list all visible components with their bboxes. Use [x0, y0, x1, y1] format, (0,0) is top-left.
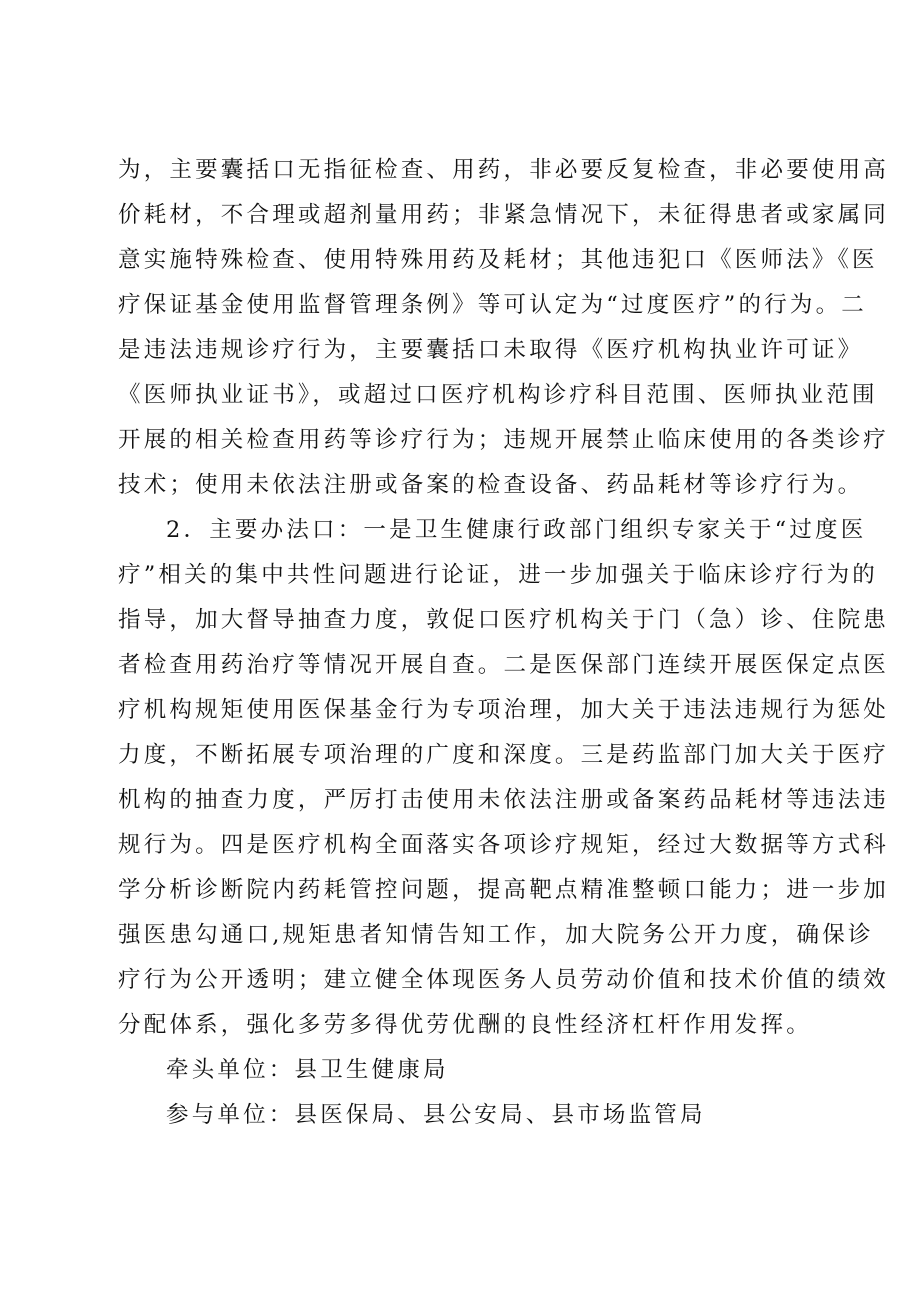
paragraph-scope [118, 148, 890, 508]
text-line: 学分析诊断院内药耗管控问题，提高靶点精准整顿口能力；进一步加 [118, 877, 890, 903]
document-page [118, 148, 890, 1138]
text-line: 疗机构规矩使用医保基金行为专项治理，加大关于违法违规行为惩处 [118, 697, 890, 723]
text-line: 疗保证基金使用监督管理条例》等可认定为“过度医疗”的行为。二 [118, 292, 868, 318]
text-line: 力度，不断拓展专项治理的广度和深度。三是药监部门加大关于医疗 [118, 742, 890, 768]
paragraph-measures [118, 508, 890, 1048]
text-line: 疗”相关的集中共性问题进行论证，进一步加强关于临床诊疗行为的 [118, 562, 879, 588]
text-line: 规行为。四是医疗机构全面落实各项诊疗规矩，经过大数据等方式科 [118, 832, 890, 858]
text-line: 机构的抽查力度，严厉打击使用未依法注册或备案药品耗材等违法违 [118, 787, 890, 813]
text-line: 是违法违规诊疗行为，主要囊括口未取得《医疗机构执业许可证》 [118, 337, 864, 363]
text-line: 分配体系，强化多劳多得优劳优酬的良性经济杠杆作用发挥。 [118, 1012, 812, 1038]
text-line: 价耗材，不合理或超剂量用药；非紧急情况下，未征得患者或家属同 [118, 202, 890, 228]
text-line: 疗行为公开透明；建立健全体现医务人员劳动价值和技术价值的绩效 [118, 967, 890, 993]
text-line: 2．主要办法口：一是卫生健康行政部门组织专家关于“过度医 [166, 517, 867, 543]
text-line: 者检查用药治疗等情况开展自查。二是医保部门连续开展医保定点医 [118, 652, 890, 678]
text-line: 指导，加大督导抽查力度，敦促口医疗机构关于门（急）诊、住院患 [118, 607, 890, 633]
text-line: 为，主要囊括口无指征检查、用药，非必要反复检查，非必要使用高 [118, 157, 890, 183]
lead-unit: 牵头单位：县卫生健康局 [166, 1057, 449, 1083]
text-line: 技术；使用未依法注册或备案的检查设备、药品耗材等诊疗行为。 [118, 472, 864, 498]
text-line: 《医师执业证书》，或超过口医疗机构诊疗科目范围、医师执业范围 [118, 382, 878, 408]
text-line: 强医患勾通口,规矩患者知情告知工作，加大院务公开力度，确保诊 [118, 922, 874, 948]
text-line: 意实施特殊检查、使用特殊用药及耗材；其他违犯口《医师法》《医 [118, 247, 878, 273]
participating-units: 参与单位：县医保局、县公安局、县市场监管局 [166, 1102, 706, 1128]
text-line: 开展的相关检查用药等诊疗行为；违规开展禁止临床使用的各类诊疗 [118, 427, 890, 453]
